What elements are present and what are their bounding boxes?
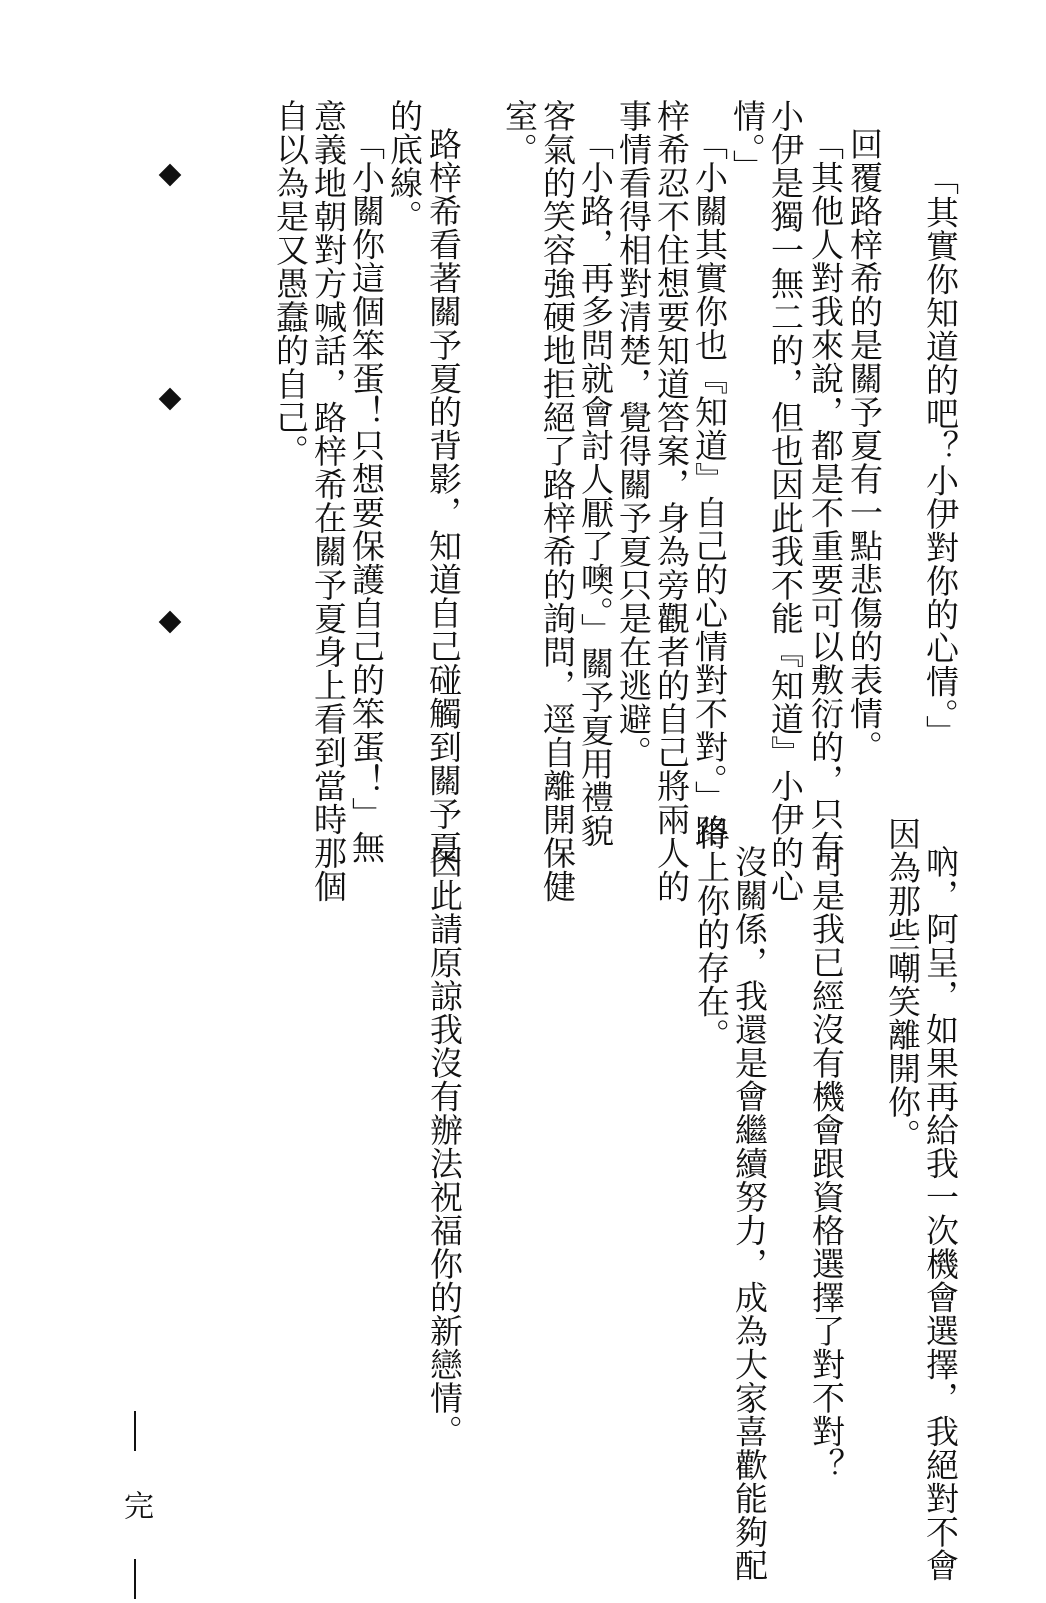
text-column: 客氣的笑容強硬地拒絕了路梓希的詢問，逕自離開保健 [538,99,577,903]
text-column: 事情看得相對清楚，覺得關予夏只是在逃避。 [614,99,653,769]
text-column: 吶，阿呈，如果再給我一次機會選擇，我絕對不會 [921,845,960,1582]
text-column: 情。」 [728,99,767,183]
separator-diamond-icon [159,611,182,634]
text-column: 小伊是獨一無二的，但也因此我不能『知道』小伊的心 [766,99,805,903]
text-column: 因此請原諒我沒有辦法祝福你的新戀情。 [425,845,464,1448]
text-column: 「小關其實你也『知道』自己的心情對不對。」路 [690,127,729,848]
text-column: 「小關你這個笨蛋！只想要保護自己的笨蛋！」無 [347,127,386,864]
text-column: 回覆路梓希的是關予夏有一點悲傷的表情。 [845,127,884,764]
text-column: 的底線。 [385,99,424,233]
text-column: 沒關係，我還是會繼續努力，成為大家喜歡能夠配 [730,845,769,1582]
separator-diamond-icon [159,388,182,411]
text-column: 「其他人對我來說，都是不重要可以敷衍的，只有 [806,127,845,864]
text-column: 意義地朝對方喊話，路梓希在關予夏身上看到當時那個 [309,99,348,903]
text-column: 「小路，再多問就會討人厭了噢。」關予夏用禮貌 [576,127,615,848]
separator-diamond-icon [159,164,182,187]
text-column: 自以為是又愚蠢的自己。 [271,99,310,468]
end-mark [118,1407,152,1603]
text-column: 路梓希看著關予夏的背影，知道自己碰觸到關予夏 [424,127,463,864]
text-column: 因為那些嘲笑離開你。 [883,817,922,1152]
text-column: 室。 [500,99,539,166]
end-mark-text: 完 [118,1490,153,1520]
end-dash-bottom [134,1559,136,1599]
text-column: 可是我已經沒有機會跟資格選擇了對不對？ [807,845,846,1482]
text-column: 梓希忍不住想要知道答案，身為旁觀者的自己將兩人的 [652,99,691,903]
text-column: 「其實你知道的吧？小伊對你的心情。」 [921,162,960,749]
end-dash-top [134,1411,136,1451]
text-column: 得上你的存在。 [692,817,731,1052]
